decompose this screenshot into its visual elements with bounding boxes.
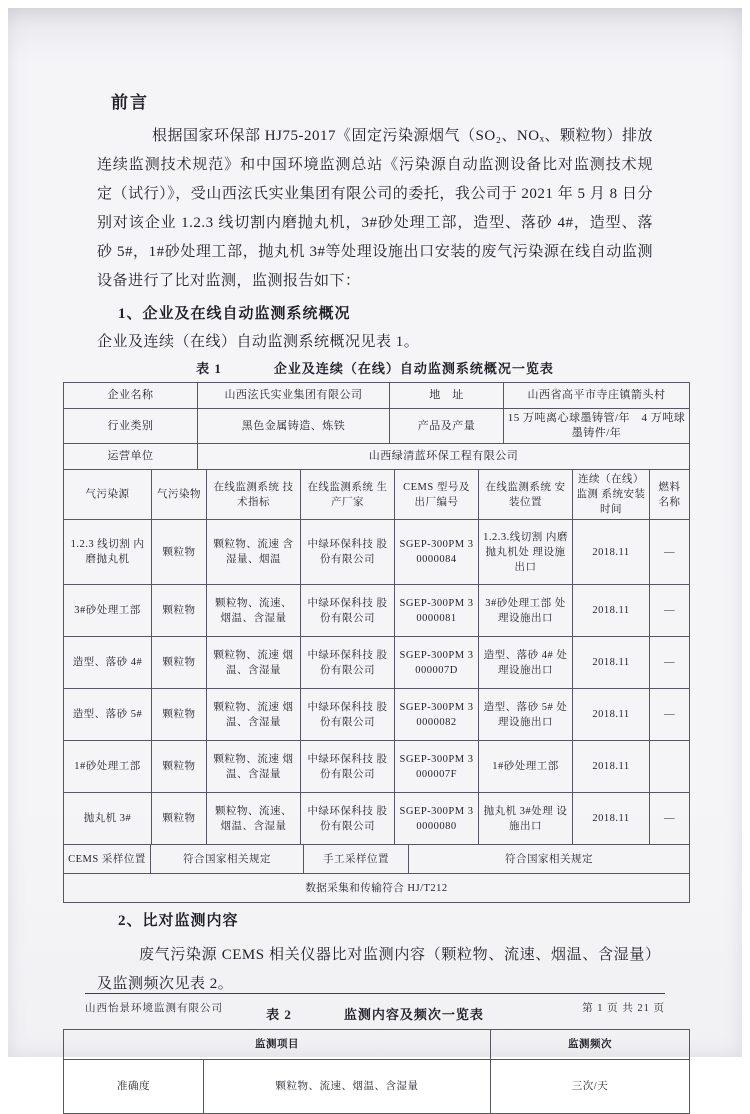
column-header: 燃料 名称 <box>650 470 690 520</box>
cell-model-serial: SGEP-300PM 3000007D <box>395 637 479 689</box>
info-value: 15 万吨离心球墨铸管/年 4 万吨球墨铸件/年 <box>504 409 690 444</box>
cems-sampling-label: CEMS 采样位置 <box>64 845 151 874</box>
cell-source: 造型、落砂 4# <box>64 637 152 689</box>
column-header: 气污染物 <box>152 470 207 520</box>
cell-indicators: 颗粒物、流速 含湿量、烟温 <box>207 520 301 585</box>
data-transmission-note: 数据采集和传输符合 HJ/T212 <box>64 874 690 903</box>
table-row <box>64 1060 690 1114</box>
preface-heading: 前言 <box>111 93 149 112</box>
cell-install-date: 2018.11 <box>573 585 650 637</box>
cell-fuel: — <box>650 689 690 741</box>
cell-fuel: — <box>650 793 690 845</box>
table-header-row <box>64 470 690 520</box>
cell-install-location: 1#砂处理工部 <box>479 741 573 793</box>
cell-model-serial: SGEP-300PM 3000007F <box>395 741 479 793</box>
cell-pollutant: 颗粒物 <box>152 637 207 689</box>
table-1-main <box>63 469 690 845</box>
cell-source: 3#砂处理工部 <box>64 585 152 637</box>
column-header-item: 监测项目 <box>64 1030 491 1060</box>
cell-install-location: 抛丸机 3#处理 设施出口 <box>479 793 573 845</box>
info-value: 黑色金属铸造、炼铁 <box>198 409 390 444</box>
table-2-caption-title: 监测内容及频次一览表 <box>343 1007 484 1022</box>
section-2-paragraph: 废气污染源 CEMS 相关仪器比对监测内容（颗粒物、流速、烟温、含湿量）及监测频次见表 2。 <box>97 947 653 992</box>
table-row <box>64 874 690 903</box>
cell-install-location: 造型、落砂 5# 处理设施出口 <box>479 689 573 741</box>
info-value: 山西绿清蓝环保工程有限公司 <box>198 444 690 470</box>
cell-install-location: 1.2.3.线切割 内磨抛丸机处 理设施出口 <box>479 520 573 585</box>
column-header: 气污染源 <box>64 470 152 520</box>
cell-model-serial: SGEP-300PM 30000084 <box>395 520 479 585</box>
cell-model-serial: SGEP-300PM 30000080 <box>395 793 479 845</box>
cell-source: 1.2.3 线切割 内磨抛丸机 <box>64 520 152 585</box>
section-1-intro: 企业及连续（在线）自动监测系统概况见表 1。 <box>97 334 420 350</box>
cell-source: 造型、落砂 5# <box>64 689 152 741</box>
footer-page-number: 第 1 页 共 21 页 <box>582 1003 665 1014</box>
table-row <box>64 444 690 470</box>
cell-install-date: 2018.11 <box>573 689 650 741</box>
table-1-bottom <box>63 844 690 903</box>
cell-manufacturer: 中绿环保科技 股份有限公司 <box>301 689 395 741</box>
cems-sampling-value: 符合国家相关规定 <box>151 845 304 874</box>
cell-pollutant: 颗粒物 <box>152 741 207 793</box>
cell-fuel <box>650 741 690 793</box>
table-1-caption <box>63 359 687 379</box>
cell-install-date: 2018.11 <box>573 520 650 585</box>
cell-source: 抛丸机 3# <box>64 793 152 845</box>
cell-pollutant: 颗粒物 <box>152 520 207 585</box>
cell-install-date: 2018.11 <box>573 637 650 689</box>
table-header-row <box>64 1030 690 1060</box>
cell-manufacturer: 中绿环保科技 股份有限公司 <box>301 520 395 585</box>
column-header: 在线监测系统 生产厂家 <box>301 470 395 520</box>
cell-indicators: 颗粒物、流速 烟温、含湿量 <box>207 741 301 793</box>
table-row <box>64 689 690 741</box>
table-row <box>64 637 690 689</box>
info-label: 产品及产量 <box>390 409 504 444</box>
cell-manufacturer: 中绿环保科技 股份有限公司 <box>301 741 395 793</box>
cell-model-serial: SGEP-300PM 30000082 <box>395 689 479 741</box>
cell-source: 1#砂处理工部 <box>64 741 152 793</box>
info-label: 行业类别 <box>64 409 198 444</box>
cell-pollutant: 颗粒物 <box>152 689 207 741</box>
cell-pollutant: 颗粒物 <box>152 585 207 637</box>
cell-indicators: 颗粒物、流速、 烟温、含湿量 <box>207 585 301 637</box>
table-1-caption-title: 企业及连续（在线）自动监测系统概况一览表 <box>273 361 554 376</box>
info-label: 运营单位 <box>64 444 198 470</box>
table-1-info <box>63 382 690 470</box>
column-header: CEMS 型号及 出厂编号 <box>395 470 479 520</box>
table-row <box>64 409 690 444</box>
preface-paragraph: 根据国家环保部 HJ75-2017《固定污染源烟气（SO₂、NOₓ、颗粒物）排放连续监测技术规范》和中国环境监测总站《污染源自动监测设备比对监测技术规定（试行）》，受山西泫氏实业集团有限公司的委托，我公司于 2021 年 5 月 8 日分别对该企业 1.2.3 线切割内磨抛丸机，3#砂处理工部，造型、落砂 4#，造型、落砂 5#，1#砂处理工部，抛丸机 3#等处理设施出口安装的废气污染源在线自动监测设备进行了比对监测，监测报告如下： <box>97 128 653 289</box>
cell-manufacturer: 中绿环保科技 股份有限公司 <box>301 793 395 845</box>
manual-sampling-value: 符合国家相关规定 <box>409 845 690 874</box>
cell-items: 颗粒物、流速、烟温、含湿量 <box>204 1060 491 1114</box>
column-header: 在线监测系统 安装位置 <box>479 470 573 520</box>
section-1-heading: 1、企业及在线自动监测系统概况 <box>118 306 351 322</box>
cell-accuracy: 准确度 <box>64 1060 204 1114</box>
cell-pollutant: 颗粒物 <box>152 793 207 845</box>
cell-indicators: 颗粒物、流速 烟温、含湿量 <box>207 637 301 689</box>
cell-install-location: 3#砂处理工部 处理设施出口 <box>479 585 573 637</box>
table-2 <box>63 1029 690 1114</box>
cell-fuel: — <box>650 585 690 637</box>
cell-fuel: — <box>650 637 690 689</box>
page-footer <box>85 993 665 1015</box>
table-row <box>64 520 690 585</box>
info-label: 地 址 <box>390 383 504 409</box>
table-row <box>64 741 690 793</box>
section-2-heading: 2、比对监测内容 <box>118 913 239 929</box>
info-value: 山西省高平市寺庄镇箭头村 <box>504 383 690 409</box>
cell-indicators: 颗粒物、流速、 烟温、含湿量 <box>207 793 301 845</box>
column-header: 在线监测系统 技术指标 <box>207 470 301 520</box>
column-header-frequency: 监测频次 <box>491 1030 690 1060</box>
column-header: 连续（在线）监测 系统安装时间 <box>573 470 650 520</box>
cell-frequency: 三次/天 <box>491 1060 690 1114</box>
table-2-caption-label: 表 2 <box>266 1007 292 1022</box>
manual-sampling-label: 手工采样位置 <box>304 845 409 874</box>
table-1-caption-label: 表 1 <box>196 361 222 376</box>
cell-manufacturer: 中绿环保科技 股份有限公司 <box>301 637 395 689</box>
table-row <box>64 845 690 874</box>
cell-install-date: 2018.11 <box>573 741 650 793</box>
cell-install-date: 2018.11 <box>573 793 650 845</box>
scanned-page <box>8 8 742 1092</box>
page-content <box>8 8 742 1114</box>
info-value: 山西泫氏实业集团有限公司 <box>198 383 390 409</box>
cell-fuel: — <box>650 520 690 585</box>
cell-model-serial: SGEP-300PM 30000081 <box>395 585 479 637</box>
footer-company: 山西怡景环境监测有限公司 <box>85 1003 223 1014</box>
info-label: 企业名称 <box>64 383 198 409</box>
table-row <box>64 383 690 409</box>
table-row <box>64 793 690 845</box>
cell-indicators: 颗粒物、流速 烟温、含湿量 <box>207 689 301 741</box>
cell-manufacturer: 中绿环保科技 股份有限公司 <box>301 585 395 637</box>
cell-install-location: 造型、落砂 4# 处理设施出口 <box>479 637 573 689</box>
table-row <box>64 585 690 637</box>
